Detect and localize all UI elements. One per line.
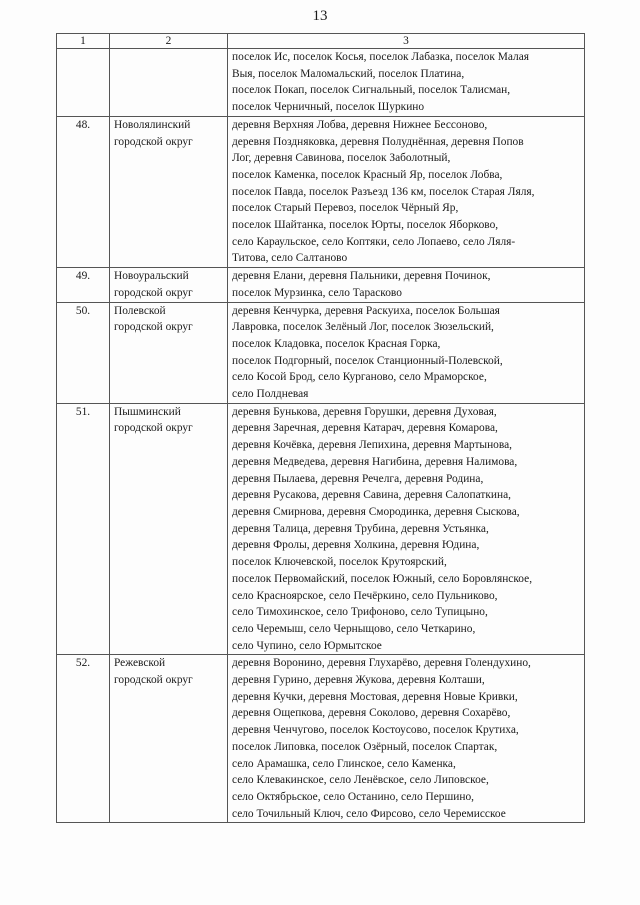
- settlement-line: поселок Покап, поселок Сигнальный, поселок Талисман,: [232, 84, 511, 97]
- settlement-line: Лавровка, поселок Зелёный Лог, поселок Зюзельский,: [232, 321, 494, 334]
- settlement-line: деревня Поздняковка, деревня Полуднённая, деревня Попов: [232, 135, 524, 148]
- settlement-line: село Чупино, село Юрмытское: [232, 639, 382, 652]
- settlement-line: деревня Русакова, деревня Савина, деревня Салопаткина,: [232, 489, 511, 502]
- settlement-line: село Красноярское, село Печёркино, село Пульниково,: [232, 589, 498, 602]
- settlement-line: деревня Заречная, деревня Катарач, деревня Комарова,: [232, 422, 498, 435]
- settlement-line: поселок Черничный, поселок Шуркино: [232, 101, 425, 114]
- column-header: 2: [110, 34, 228, 49]
- settlement-line: деревня Гурино, деревня Жукова, деревня Колташи,: [232, 674, 485, 687]
- municipality-name-line: городской округ: [114, 135, 193, 148]
- settlement-line: деревня Кенчурка, деревня Раскуиха, поселок Большая: [232, 304, 500, 317]
- settlement-line: поселок Ключевской, поселок Крутоярский,: [232, 556, 447, 569]
- municipality-name-line: городской округ: [114, 286, 193, 299]
- settlement-line: село Черемыш, село Черныщово, село Четкарино,: [232, 622, 476, 635]
- municipality-name: [110, 116, 228, 267]
- row-number: 51.: [57, 403, 110, 655]
- settlement-line: село Караульское, село Коптяки, село Лопаево, село Ляля-: [232, 235, 516, 248]
- municipality-name: [110, 49, 228, 117]
- row-number: [57, 49, 110, 117]
- municipality-name: [110, 403, 228, 655]
- settlement-line: деревня Ченчугово, поселок Костоусово, поселок Крутиха,: [232, 724, 519, 737]
- municipality-name: [110, 268, 228, 302]
- settlement-line: деревня Кучки, деревня Мостовая, деревня Новые Кривки,: [232, 690, 518, 703]
- municipality-name-line: Пышминский: [114, 405, 181, 418]
- settlement-line: деревня Бунькова, деревня Горушки, деревня Духовая,: [232, 405, 497, 418]
- settlement-line: деревня Фролы, деревня Холкина, деревня Юдина,: [232, 539, 480, 552]
- settlements-list: [228, 49, 585, 117]
- municipality-name-line: Новоуральский: [114, 270, 189, 283]
- settlements-list: [228, 268, 585, 302]
- settlement-line: поселок Липовка, поселок Озёрный, поселок Спартак,: [232, 740, 498, 753]
- settlement-line: поселок Подгорный, поселок Станционный-Полевской,: [232, 354, 503, 367]
- row-number: 50.: [57, 302, 110, 403]
- table-row: [57, 49, 585, 117]
- settlement-line: деревня Воронино, деревня Глухарёво, деревня Голендухино,: [232, 657, 531, 670]
- municipality-name-line: городской округ: [114, 422, 193, 435]
- settlement-line: поселок Кладовка, поселок Красная Горка,: [232, 337, 441, 350]
- settlement-line: село Полдневая: [232, 388, 309, 401]
- settlement-line: поселок Мурзинка, село Тарасково: [232, 286, 402, 299]
- settlement-line: поселок Ис, поселок Косья, поселок Лабазка, поселок Малая: [232, 51, 530, 63]
- table-row: [57, 403, 585, 655]
- settlements-table: [56, 33, 585, 823]
- settlement-line: поселок Первомайский, поселок Южный, село Боровлянское,: [232, 572, 533, 585]
- settlements-list: [228, 655, 585, 823]
- settlement-line: село Арамашка, село Глинское, село Каменка,: [232, 757, 456, 770]
- settlement-line: деревня Смирнова, деревня Смородинка, деревня Сыскова,: [232, 505, 520, 518]
- row-number: 49.: [57, 268, 110, 302]
- table-row: [57, 302, 585, 403]
- settlement-line: деревня Елани, деревня Пальники, деревня Починок,: [232, 270, 491, 283]
- row-number: 52.: [57, 655, 110, 823]
- settlement-line: Лог, деревня Савинова, поселок Заболотный,: [232, 152, 451, 165]
- settlements-list: [228, 116, 585, 267]
- settlement-line: село Точильный Ключ, село Фирсово, село Черемисское: [232, 807, 506, 820]
- municipality-name-line: Полевской: [114, 304, 166, 317]
- municipality-name-line: городской округ: [114, 321, 193, 334]
- municipality-name: [110, 655, 228, 823]
- settlement-line: Выя, поселок Маломальский, поселок Платина,: [232, 67, 465, 80]
- settlement-line: деревня Ощепкова, деревня Соколово, деревня Сохарёво,: [232, 707, 511, 720]
- settlements-list: [228, 403, 585, 655]
- municipality-name-line: Режевской: [114, 657, 166, 670]
- table-row: [57, 268, 585, 302]
- settlement-line: поселок Каменка, поселок Красный Яр, поселок Лобва,: [232, 168, 503, 181]
- settlement-line: поселок Павда, поселок Разъезд 136 км, поселок Старая Ляля,: [232, 185, 535, 198]
- table-row: [57, 116, 585, 267]
- settlement-line: Титова, село Салтаново: [232, 252, 348, 265]
- table-body: [57, 49, 585, 823]
- settlement-line: село Октябрьское, село Останино, село Першино,: [232, 790, 475, 803]
- settlement-line: село Косой Брод, село Курганово, село Мраморское,: [232, 371, 487, 384]
- settlement-line: деревня Кочёвка, деревня Лепихина, деревня Мартынова,: [232, 439, 513, 452]
- settlement-line: деревня Медведева, деревня Нагибина, деревня Налимова,: [232, 455, 518, 468]
- settlement-line: село Тимохинское, село Трифоново, село Тупицыно,: [232, 606, 488, 619]
- settlement-line: деревня Талица, деревня Трубина, деревня Устьянка,: [232, 522, 489, 535]
- municipality-name-line: Новолялинский: [114, 118, 191, 131]
- page-number: 13: [312, 8, 328, 24]
- settlement-line: поселок Старый Перевоз, поселок Чёрный Яр,: [232, 202, 459, 215]
- row-number: 48.: [57, 116, 110, 267]
- column-header: 1: [57, 34, 110, 49]
- column-header: 3: [228, 34, 585, 49]
- settlement-line: деревня Пылаева, деревня Речелга, деревня Родина,: [232, 472, 484, 485]
- settlement-line: село Клевакинское, село Ленёвское, село Липовское,: [232, 774, 489, 787]
- settlement-line: деревня Верхняя Лобва, деревня Нижнее Бессоново,: [232, 118, 488, 131]
- municipality-name-line: городской округ: [114, 674, 193, 687]
- table-row: [57, 655, 585, 823]
- table-header-row: [57, 34, 585, 49]
- settlement-line: поселок Шайтанка, поселок Юрты, поселок Яборково,: [232, 219, 499, 232]
- municipality-name: [110, 302, 228, 403]
- settlements-list: [228, 302, 585, 403]
